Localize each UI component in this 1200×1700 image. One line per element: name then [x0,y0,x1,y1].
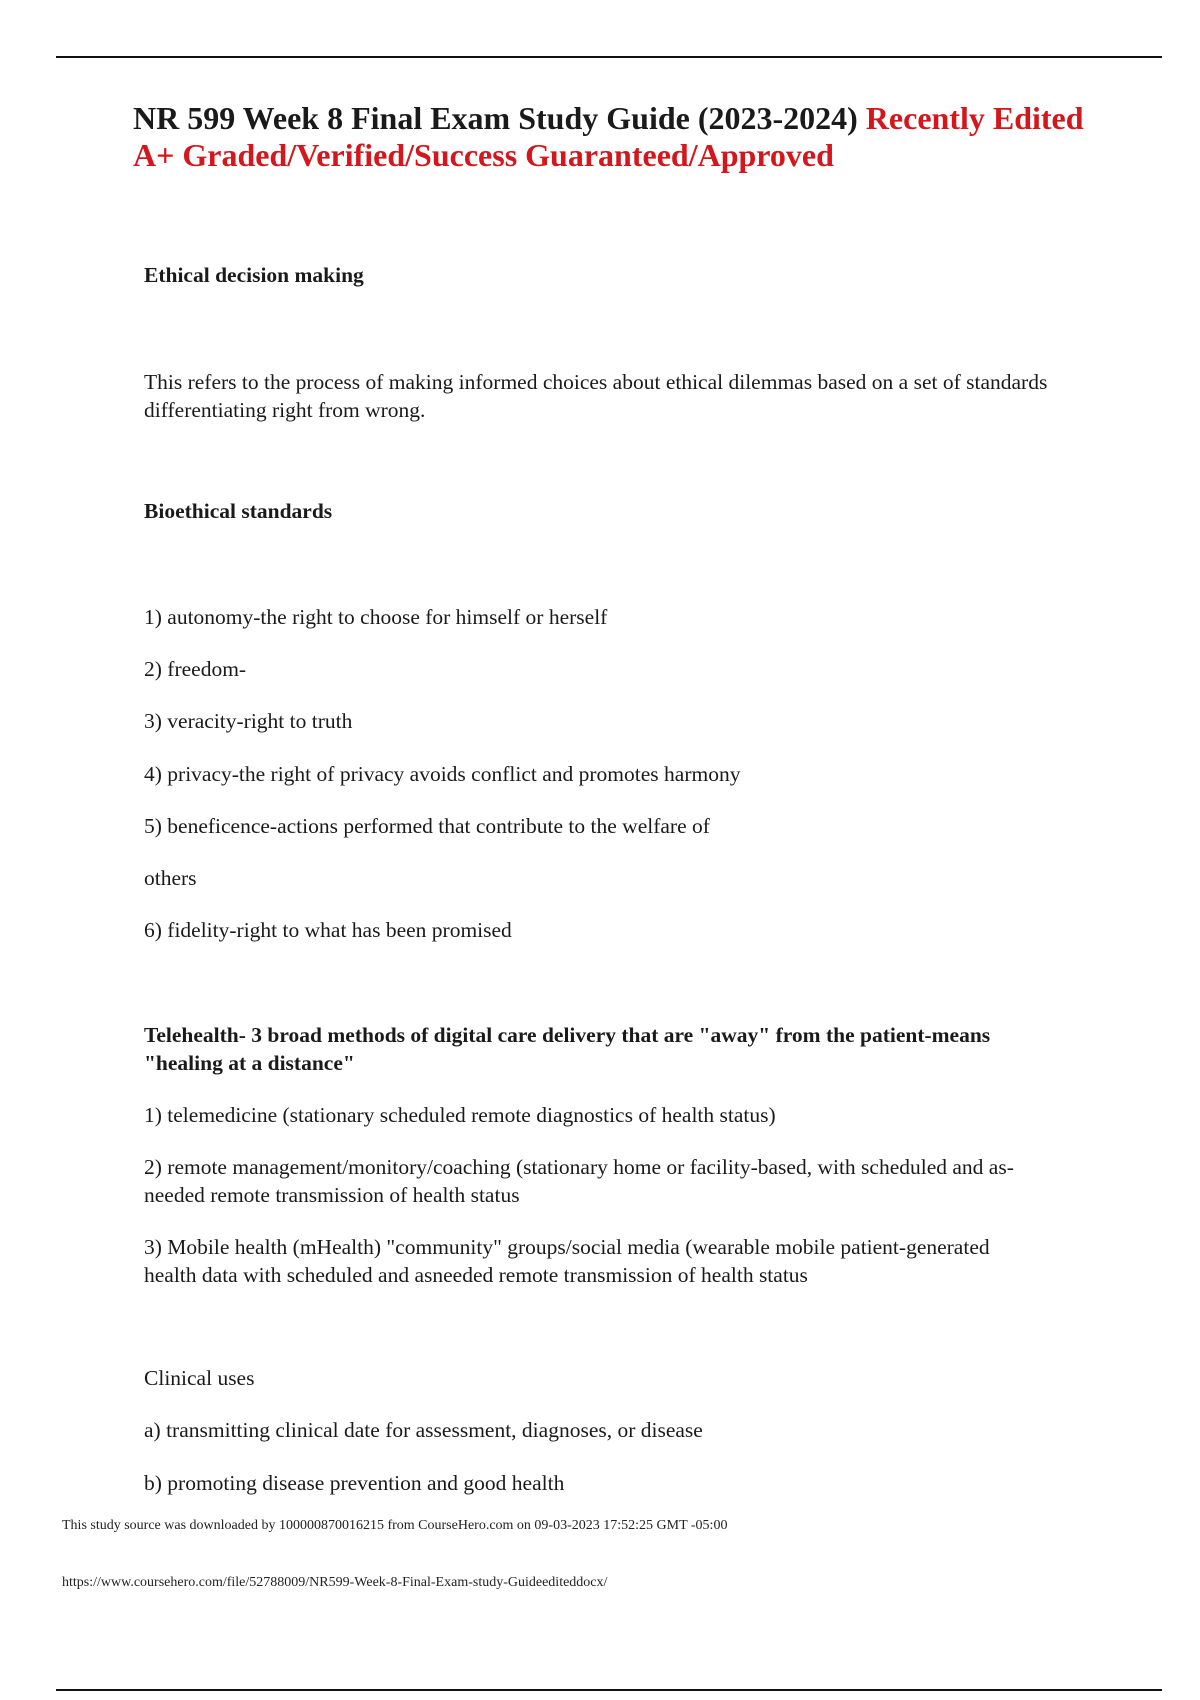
heading-bioethical-standards: Bioethical standards [144,499,333,523]
bioethical-item: others [144,866,197,890]
document-title [133,100,1133,174]
bioethical-item: 5) beneficence-actions performed that contribute to the welfare of [144,814,710,838]
clinical-item: b) promoting disease prevention and good health [144,1471,565,1495]
bioethical-item: 3) veracity-right to truth [144,709,353,733]
telehealth-item: 2) remote management/monitory/coaching (stationary home or facility-based, with scheduled and as-needed remote transmission of health status [144,1155,1014,1207]
title-red-2: A+ Graded/Verified/Success Guaranteed/Approved [133,137,834,173]
title-red-1: Recently Edited [865,100,1084,136]
bioethical-item: 6) fidelity-right to what has been promised [144,918,512,942]
clinical-uses-heading: Clinical uses [144,1366,255,1390]
bioethical-item: 1) autonomy-the right to choose for himself or herself [144,605,608,629]
download-note: This study source was downloaded by 100000870016215 from CourseHero.com on 09-03-2023 17:52:25 GMT -05:00 [62,1518,728,1533]
bioethical-item: 2) freedom- [144,657,247,681]
title-black: NR 599 Week 8 Final Exam Study Guide (2023-2024) [133,100,858,136]
heading-telehealth: Telehealth- 3 broad methods of digital care delivery that are "away" from the patient-means "healing at a distance" [144,1023,991,1075]
top-rule [56,56,1162,58]
bioethical-item: 4) privacy-the right of privacy avoids conflict and promotes harmony [144,762,741,786]
heading-ethical-decision-making: Ethical decision making [144,263,364,287]
bottom-rule [56,1689,1162,1691]
clinical-item: a) transmitting clinical date for assessment, diagnoses, or disease [144,1418,703,1442]
paragraph-ethical-definition: This refers to the process of making informed choices about ethical dilemmas based on a set of standards differentiating right from wrong. [144,370,1048,422]
source-url: https://www.coursehero.com/file/52788009/NR599-Week-8-Final-Exam-study-Guideediteddocx/ [62,1575,608,1590]
telehealth-item: 3) Mobile health (mHealth) "community" groups/social media (wearable mobile patient-generated health data with scheduled and asneeded remote transmission of health status [144,1235,990,1287]
telehealth-item: 1) telemedicine (stationary scheduled remote diagnostics of health status) [144,1103,776,1127]
